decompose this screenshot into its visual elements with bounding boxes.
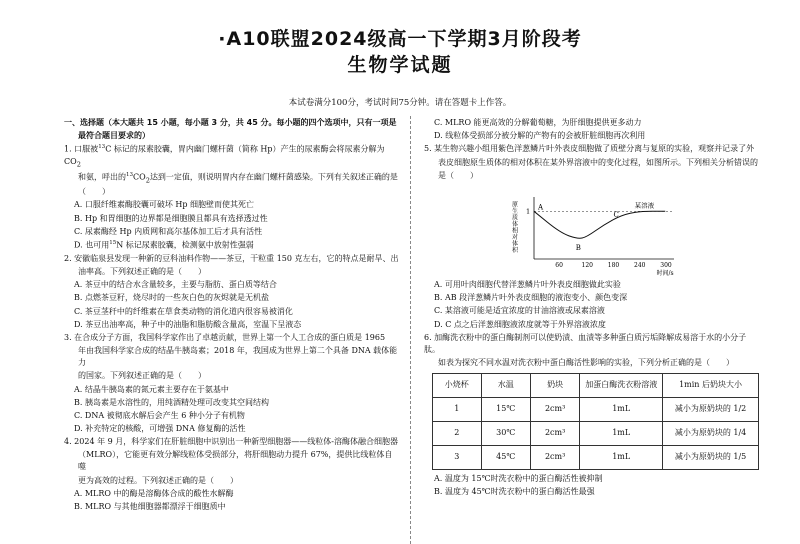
chart-x-tick-label: 300 — [660, 261, 672, 269]
table-cell: 2cm³ — [530, 421, 579, 445]
chart-y-label: 原生质体相对体积 — [510, 200, 518, 253]
table-cell: 45℃ — [481, 445, 530, 469]
chart-x-tick-label: 60 — [555, 261, 563, 269]
q5-stem-cont2: 是（ ） — [438, 170, 478, 180]
chart-x-label: 时间/s — [656, 269, 674, 277]
right-column — [424, 117, 759, 499]
table-cell: 3 — [433, 445, 482, 469]
q4-option-d: D. 线粒体受损部分被分解的产物有的会被肝脏细胞再次利用 — [434, 131, 646, 141]
q4-option-a: A. MLRO 中的酶是溶酶体合成的酸性水解酶 — [74, 488, 234, 498]
q1-option-a: A. 口服纤维素酶胶囊可破坏 Hp 细胞壁而使其死亡 — [74, 200, 255, 210]
table-cell: 减小为原奶块的 1/5 — [663, 445, 759, 469]
section-heading-cont: 最符合题目要求的） — [78, 131, 150, 141]
table-header-row — [433, 373, 759, 397]
chart-x-tick-label: 120 — [581, 261, 593, 269]
table-cell: 1mL — [580, 397, 663, 421]
q6-stem: 6. 加酶洗衣粉中的蛋白酶制剂可以使奶渍、血渍等多种蛋白质污垢降解成易溶于水的小分子肽。 — [424, 332, 747, 354]
table-cell: 30℃ — [481, 421, 530, 445]
table-header-cell: 加蛋白酶洗衣粉溶液 — [580, 373, 663, 397]
table-cell: 1mL — [580, 421, 663, 445]
q6-option-a: A. 温度为 15℃时洗衣粉中的蛋白酶活性被抑制 — [434, 473, 603, 483]
table-cell: 减小为原奶块的 1/2 — [663, 397, 759, 421]
q6-stem-cont: 如表为探究不同水温对洗衣粉中蛋白酶活性影响的实验，下列分析正确的是（ ） — [438, 357, 734, 367]
chart-point-c: C — [613, 211, 619, 220]
q5-stem: 5. 某生物兴趣小组用紫色洋葱鳞片叶外表皮细胞做了质壁分离与复原的实验，观察并记录了外 — [424, 144, 755, 154]
q4-stem-cont: （MLRO），它能更有效分解线粒体受损部分，将肝细胞动力提升 67%，提供比线粒体自噬 — [78, 450, 393, 472]
table-row — [433, 397, 759, 421]
volume-chart — [504, 187, 694, 277]
q1-stem-cont: 和氨，呼出的$^{13}CO_2$达到一定值，则说明胃内存在幽门螺杆菌感染。下列有关叙述正确的是 — [78, 171, 398, 185]
column-divider — [410, 116, 411, 544]
q3-stem-cont2: 的国家。下列叙述正确的是（ ） — [78, 371, 206, 381]
enzyme-table — [432, 373, 759, 470]
table-cell: 减小为原奶块的 1/4 — [663, 421, 759, 445]
q6-option-b: B. 温度为 45℃时洗衣粉中的蛋白酶活性最强 — [434, 487, 595, 497]
q2-option-c: C. 茶豆茎秆中的纤维素在草食类动物的消化道内很容易被消化 — [74, 306, 293, 316]
chart-curve-label: 某溶液 — [634, 201, 655, 210]
q4-option-c: C. MLRO 能更高效的分解葡萄糖，为肝细胞提供更多动力 — [434, 118, 642, 127]
table-cell: 1 — [433, 397, 482, 421]
q3-option-c: C. DNA 被彻底水解后会产生 6 种小分子有机物 — [74, 410, 245, 420]
q2-option-b: B. 点燃茶豆籽，烧尽时的一些灰白色的灰烬就是无机盐 — [74, 293, 269, 303]
q5-option-b: B. AB 段洋葱鳞片叶外表皮细胞的液泡变小、颜色变深 — [434, 293, 628, 303]
chart-point-a: A — [538, 203, 544, 212]
chart-y-tick: 1 — [526, 207, 531, 216]
q2-stem-cont: 油率高。下列叙述正确的是（ ） — [78, 267, 206, 277]
q4-stem-cont2: 更为高效的过程。下列叙述正确的是（ ） — [78, 475, 238, 485]
chart-x-tick-label: 180 — [607, 261, 620, 269]
q1-option-d: D. 也可用$^{15}$N 标记尿素胶囊，检测氨中放射性强弱 — [74, 240, 254, 250]
table-cell: 2cm³ — [530, 445, 579, 469]
q4-stem: 4. 2024 年 9 月，科学家们在肝脏细胞中识别出一种新型细胞器——线粒体-溶酶体融合细胞器 — [64, 437, 398, 447]
chart-point-b: B — [575, 243, 581, 252]
section-heading: 一、选择题（本大题共 15 小题，每小题 3 分，共 45 分。每小题的四个选项中，只有一项是 — [64, 118, 397, 127]
table-header-cell: 小烧杯 — [433, 373, 482, 397]
q3-option-d: D. 补充特定的核酸，可增强 DNA 修复酶的活性 — [74, 424, 246, 434]
q5-stem-cont: 表皮细胞原生质体的相对体积在某外界溶液中的变化过程，如图所示。下列相关分析错误的 — [438, 157, 758, 167]
q3-stem-cont: 年由我国科学家合成的结晶牛胰岛素；2018 年，我国成为世界上第二个具备 DNA 载体能力 — [78, 346, 398, 368]
table-cell: 1mL — [580, 445, 663, 469]
chart-x-tick-label: 240 — [634, 261, 646, 269]
q1-option-c: C. 尿素酶经 Hp 内质网和高尔基体加工后才具有活性 — [74, 226, 263, 236]
q4-option-b: B. MLRO 与其他细胞器都漂浮于细胞质中 — [74, 502, 226, 512]
chart-curve — [534, 211, 665, 238]
table-header-cell: 水温 — [481, 373, 530, 397]
table-header-cell: 1min 后奶块大小 — [663, 373, 759, 397]
exam-title: ·A10联盟2024级高一下学期3月阶段考 — [218, 28, 582, 50]
left-column — [64, 117, 399, 514]
q1-stem: 1. 口服被$^{13}$C 标记的尿素胶囊，胃内幽门螺杆菌（简称 Hp）产生的尿素酶会将尿素分解为 $CO_2$ — [64, 144, 385, 169]
table-header-cell: 奶块 — [530, 373, 579, 397]
q2-option-a: A. 茶豆中的结合水含量较多，主要与脂肪、蛋白质等结合 — [74, 280, 277, 290]
q2-option-d: D. 茶豆出油率高，种子中的油脂和脂肪酸含量高，室温下呈液态 — [74, 319, 302, 329]
q5-option-c: C. 某溶液可能是适宜浓度的甘油溶液或尿素溶液 — [434, 306, 605, 316]
q5-option-d: D. C 点之后洋葱细胞液浓度就等于外界溶液浓度 — [434, 319, 606, 329]
table-cell: 2cm³ — [530, 397, 579, 421]
table-row — [433, 445, 759, 469]
table-cell: 15℃ — [481, 397, 530, 421]
q1-option-b: B. Hp 和胃细胞的边界都是细胞膜且都具有选择透过性 — [74, 213, 268, 223]
q1-paren: （ ） — [78, 187, 110, 197]
table-row — [433, 421, 759, 445]
exam-note: 本试卷满分100分，考试时间75分钟。请在答题卡上作答。 — [288, 98, 512, 108]
table-cell: 2 — [433, 421, 482, 445]
q3-option-b: B. 胰岛素是水溶性的，用纯酒精处理可改变其空间结构 — [74, 397, 269, 407]
q3-option-a: A. 结晶牛胰岛素的氮元素主要存在于氨基中 — [74, 384, 229, 394]
q3-stem: 3. 在合成分子方面，我国科学家作出了卓越贡献，世界上第一个人工合成的蛋白质是 1965 — [64, 332, 386, 342]
chart-x-ticks — [555, 262, 672, 269]
q2-stem: 2. 安徽临泉县发现一种新的豆科油料作物——茶豆，干粒重 150 克左右，它的特点是耐旱、出 — [64, 253, 399, 263]
q5-option-a: A. 可用叶肉细胞代替洋葱鳞片叶外表皮细胞做此实验 — [434, 279, 621, 289]
exam-subtitle: 生物学试题 — [347, 54, 453, 76]
